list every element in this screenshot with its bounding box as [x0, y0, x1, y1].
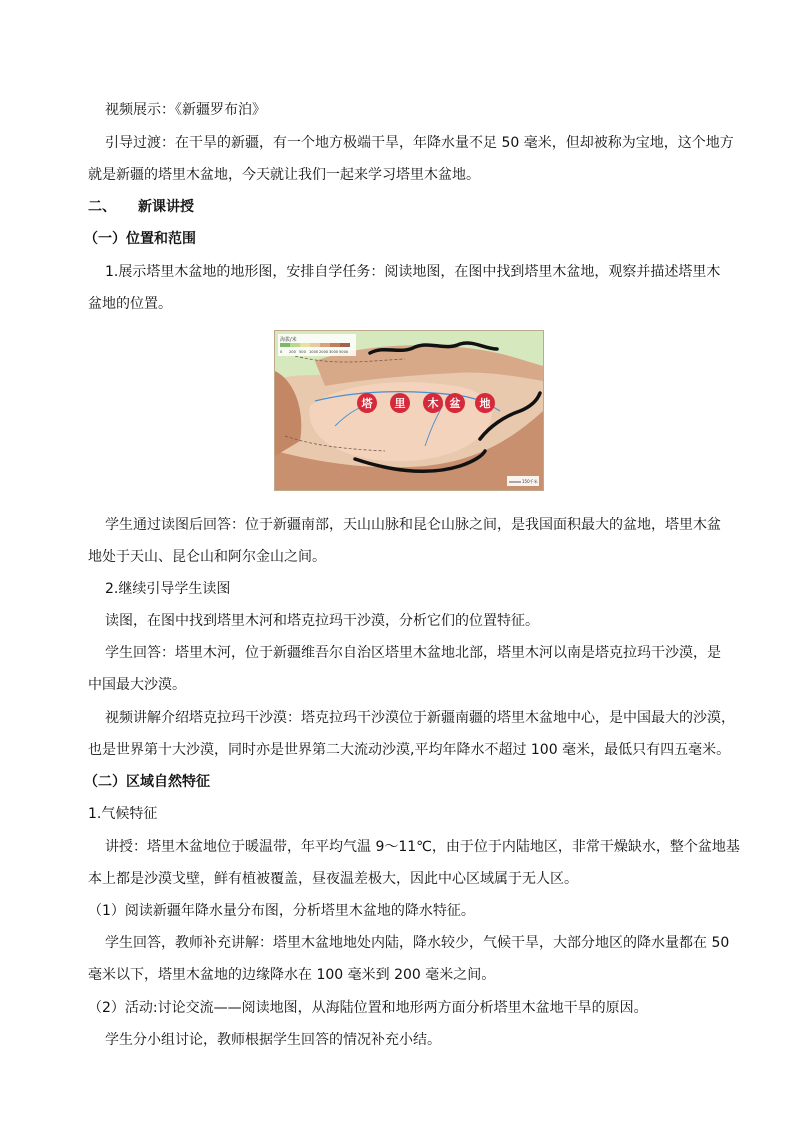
basin-char: 盆	[449, 397, 461, 410]
legend-tick: 1000	[309, 350, 319, 354]
paragraph-task-2: 盆地的位置。	[88, 296, 172, 312]
paragraph-video-explain-2: 也是世界第十大沙漠，同时亦是世界第二大流动沙漠,平均年降水不超过 100 毫米，最低只有四五毫米。	[88, 742, 731, 758]
legend-swatch	[300, 343, 310, 347]
paragraph-group-discussion: 学生分小组讨论，教师根据学生回答的情况补充小结。	[105, 1032, 441, 1048]
legend-swatch	[280, 343, 290, 347]
paragraph-student-answer-2: 中国最大沙漠。	[88, 677, 186, 693]
basin-char: 里	[394, 397, 406, 410]
paragraph-answer-1: 学生通过读图后回答：位于新疆南部，天山山脉和昆仑山脉之间，是我国面积最大的盆地，塔里木盆	[105, 517, 721, 533]
legend-tick: 5000	[339, 350, 349, 354]
paragraph-guide-read: 2.继续引导学生读图	[105, 581, 231, 597]
paragraph-lecture-1: 讲授：塔里木盆地位于暖温带，年平均气温 9～11℃，由于位于内陆地区，非常干燥缺水，整个盆地基	[105, 839, 740, 855]
legend-tick: 0	[280, 350, 283, 354]
legend-swatch	[330, 343, 340, 347]
item-activity: （2）活动:讨论交流——阅读地图，从海陆位置和地形两方面分析塔里木盆地干旱的原因。	[88, 1000, 648, 1016]
paragraph-intro-1: 引导过渡：在干旱的新疆，有一个地方极端干旱，年降水量不足 50 毫米，但却被称为宝地，这个地方	[105, 135, 734, 151]
subsection-heading-location: （一）位置和范围	[84, 231, 196, 247]
legend-swatch	[310, 343, 320, 347]
legend-swatch	[340, 343, 350, 347]
section-heading-new-lesson	[88, 197, 194, 217]
paragraph-read-map: 读图，在图中找到塔里木河和塔克拉玛干沙漠，分析它们的位置特征。	[105, 613, 539, 629]
paragraph-video-explain-1: 视频讲解介绍塔克拉玛干沙漠：塔克拉玛干沙漠位于新疆南疆的塔里木盆地中心，是中国最大的沙漠，	[105, 710, 735, 726]
paragraph-lecture-2: 本上都是沙漠戈壁，鲜有植被覆盖，昼夜温差极大，因此中心区域属于无人区。	[88, 871, 578, 887]
basin-char: 地	[479, 397, 491, 410]
map-svg	[275, 331, 543, 490]
tarim-basin-map	[274, 330, 544, 491]
legend-tick: 200	[289, 350, 296, 354]
legend-swatch	[320, 343, 330, 347]
basin-char: 塔	[361, 397, 373, 410]
item-precipitation: （1）阅读新疆年降水量分布图，分析塔里木盆地的降水特征。	[88, 903, 475, 919]
legend-tick: 2000	[319, 350, 329, 354]
paragraph-precip-answer-2: 毫米以下，塔里木盆地的边缘降水在 100 毫米到 200 毫米之间。	[88, 967, 496, 983]
paragraph-answer-2: 地处于天山、昆仑山和阿尔金山之间。	[88, 549, 326, 565]
legend-tick: 3000	[329, 350, 339, 354]
legend-title: 海拔/米	[280, 337, 297, 343]
section-number: 二、	[88, 199, 116, 215]
paragraph-video-show: 视频展示：《新疆罗布泊》	[105, 102, 266, 118]
subsection-heading-natural: （二）区域自然特征	[84, 774, 210, 790]
section-title: 新课讲授	[138, 199, 194, 215]
paragraph-student-answer-1: 学生回答：塔里木河，位于新疆维吾尔自治区塔里木盆地北部，塔里木河以南是塔克拉玛干沙漠，是	[105, 645, 721, 661]
legend-tick: 500	[299, 350, 306, 354]
basin-char: 木	[427, 397, 439, 410]
paragraph-intro-2: 就是新疆的塔里木盆地，今天就让我们一起来学习塔里木盆地。	[88, 167, 480, 183]
paragraph-task-1: 1.展示塔里木盆地的地形图，安排自学任务：阅读地图，在图中找到塔里木盆地，观察并描述塔里木	[105, 264, 721, 280]
scale-label: 150千米	[522, 479, 538, 484]
item-climate: 1.气候特征	[88, 806, 158, 822]
paragraph-precip-answer-1: 学生回答，教师补充讲解：塔里木盆地地处内陆，降水较少，气候干旱，大部分地区的降水量都在 50	[105, 935, 730, 951]
legend-swatch	[290, 343, 300, 347]
